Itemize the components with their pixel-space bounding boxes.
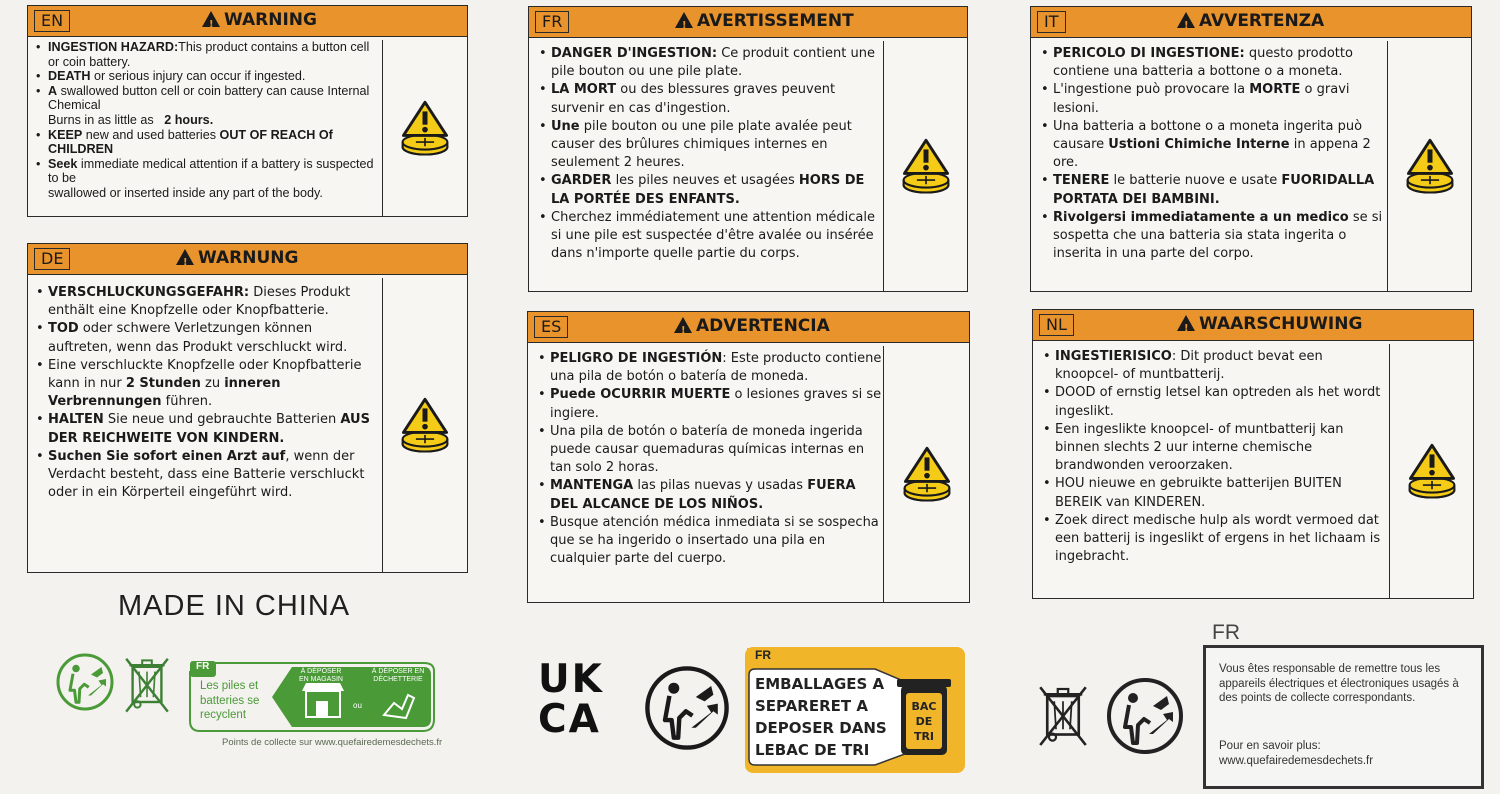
battery-warning-icon — [1401, 134, 1459, 198]
warning-item: • VERSCHLUCKUNGSGEFAHR: Dieses Produkt enthält eine Knopfzelle oder Knopfbatterie. — [34, 284, 380, 320]
language-code: IT — [1037, 11, 1066, 33]
warning-icon — [674, 317, 692, 333]
warning-item: • HALTEN Sie neue und gebrauchte Batterien AUS DER REICHWEITE VON KINDERN. — [34, 411, 380, 447]
warning-item: • A swallowed button cell or coin battery can cause Internal Chemical Burns in as little as 2 hours. — [34, 84, 379, 128]
warning-icon — [1177, 12, 1195, 28]
ukca-line1: UK — [538, 657, 604, 702]
weee-text: Vous êtes responsable de remettre tous les appareils électriques et électroniques usagés à des points de collecte correspondants. — [1219, 663, 1459, 704]
warning-item: • PELIGRO DE INGESTIÓN: Este producto contiene una pila de botón o batería de moneda. — [536, 350, 882, 386]
warning-panel-en — [27, 5, 468, 217]
made-in-label: MADE IN CHINA — [118, 590, 351, 622]
warning-item: • L'ingestione può provocare la MORTE o gravi lesioni. — [1039, 81, 1383, 117]
warning-item: • DANGER D'INGESTION: Ce produit contient une pile bouton ou une pile plate. — [537, 45, 881, 81]
icon-column — [382, 40, 467, 216]
warning-item: • PERICOLO DI INGESTIONE: questo prodotto contiene una batteria a bottone o a moneta. — [1039, 45, 1383, 81]
weee-info-box — [1203, 645, 1484, 789]
warning-item: • TENERE le batterie nuove e usate FUORIDALLA PORTATA DEI BAMBINI. — [1039, 172, 1383, 208]
warning-panel-nl — [1032, 309, 1474, 599]
warning-item: • HOU nieuwe en gebruikte batterijen BUITEN BEREIK van KINDEREN. — [1041, 475, 1387, 511]
panel-title: ! AVVERTENZA — [1177, 10, 1324, 32]
ukca-mark — [538, 657, 604, 742]
store-label: À DÉPOSER EN MAGASIN — [299, 668, 343, 683]
battery-warning-icon — [1403, 439, 1461, 503]
collection-points-text: Points de collecte sur www.quefairedemesdechets.fr — [222, 737, 443, 748]
warning-item: • LA MORT ou des blessures graves peuvent survenir en cas d'ingestion. — [537, 81, 881, 117]
battery-warning-icon — [898, 442, 956, 506]
website-link: www.quefairedemesdechets.fr — [1219, 754, 1374, 767]
warning-item: • INGESTION HAZARD:This product contains a button cell or coin battery. — [34, 40, 379, 69]
panel-title: ! WAARSCHUWING — [1177, 313, 1362, 335]
fr-label: FR — [1212, 621, 1240, 644]
icon-column — [1387, 41, 1471, 291]
battery-warning-icon — [396, 99, 454, 157]
sorting-info-logo — [743, 645, 968, 775]
sorting-text: EMBALLAGES A SEPARERET A DEPOSER DANS LEBAC DE TRI — [755, 675, 887, 759]
warning-item: • Una pila de botón o batería de moneda ingerida puede causar quemaduras químicas internas en tan solo 2 horas. — [536, 423, 882, 478]
warning-item: • Suchen Sie sofort einen Arzt auf, wenn der Verdacht besteht, dass eine Batterie verschluckt oder in ein Körperteil eingeführt wird. — [34, 448, 380, 503]
warning-item: • DOOD of ernstig letsel kan optreden als het wordt ingeslikt. — [1041, 384, 1387, 420]
language-code: DE — [34, 248, 70, 270]
dechetterie-label: À DÉPOSER EN DÉCHETTERIE — [371, 668, 425, 683]
triman-icon — [1105, 676, 1185, 756]
triman-icon — [643, 664, 731, 752]
battery-warning-icon — [897, 134, 955, 198]
warning-icon — [176, 249, 194, 265]
ukca-line2: CA — [538, 697, 601, 742]
crossed-bin-icon — [1030, 682, 1096, 752]
warning-item: • KEEP new and used batteries OUT OF REACH Of CHILDREN — [34, 128, 379, 157]
warning-item: • Puede OCURRIR MUERTE o lesiones graves si se ingiere. — [536, 386, 882, 422]
warning-icon — [1177, 315, 1195, 331]
recycle-text: Les piles et batteries se recyclent — [200, 680, 260, 721]
icon-column — [382, 278, 467, 572]
or-label: ou — [353, 701, 362, 710]
warning-item: • Une pile bouton ou une pile plate avalée peut causer des brûlures chimiques internes en seulement 2 heures. — [537, 118, 881, 173]
crossed-bin-icon — [122, 654, 172, 718]
language-code: ES — [534, 316, 568, 338]
panel-title: ! WARNUNG — [176, 247, 298, 269]
warning-item: • GARDER les piles neuves et usagées HORS DE LA PORTÉE DES ENFANTS. — [537, 172, 881, 208]
fr-tag: FR — [755, 648, 771, 662]
warning-item: • Rivolgersi immediatamente a un medico se si sospetta che una batteria sia stata ingerita o inserita in una parte del corpo. — [1039, 209, 1383, 264]
battery-recycling-logo — [188, 661, 436, 736]
warning-item: • Zoek direct medische hulp als wordt vermoed dat een batterij is ingeslikt of ergens in het lichaam is ingebracht. — [1041, 512, 1387, 567]
warning-item: • Una batteria a bottone o a moneta ingerita può causare Ustioni Chimiche Interne in appena 2 ore. — [1039, 118, 1383, 173]
icon-column — [883, 346, 969, 602]
warning-panel-es — [527, 311, 970, 603]
icon-column — [883, 41, 967, 291]
icon-column — [1389, 344, 1473, 598]
warning-item: • Een ingeslikte knoopcel- of muntbatterij kan binnen slechts 2 uur interne chemische brandwonden veroorzaken. — [1041, 421, 1387, 476]
recycle-person-icon — [55, 652, 115, 712]
warning-item: • TOD oder schwere Verletzungen können auftreten, wenn das Produkt verschluckt wird. — [34, 320, 380, 356]
warning-icon — [202, 11, 220, 27]
language-code: NL — [1039, 314, 1074, 336]
weee-more — [1219, 739, 1474, 768]
warning-item: • MANTENGA las pilas nuevas y usadas FUERA DEL ALCANCE DE LOS NIÑOS. — [536, 477, 882, 513]
warning-icon — [675, 12, 693, 28]
warning-item: • Eine verschluckte Knopfzelle oder Knopfbatterie kann in nur 2 Stunden zu inneren Verbrennungen führen. — [34, 357, 380, 412]
warning-panel-fr — [528, 6, 968, 292]
bin-label: BAC DE TRI — [911, 700, 937, 743]
panel-title: ! AVERTISSEMENT — [675, 10, 854, 32]
warning-panel-de — [27, 243, 468, 573]
panel-title: ! WARNING — [202, 9, 317, 31]
panel-title: ! ADVERTENCIA — [674, 315, 830, 337]
warning-item: • INGESTIERISICO: Dit product bevat een knoopcel- of muntbatterij. — [1041, 348, 1387, 384]
warning-item: • Busque atención médica inmediata si se sospecha que se ha ingerido o insertado una pila en cualquier parte del cuerpo. — [536, 514, 882, 569]
warning-item: • Seek immediate medical attention if a battery is suspected to be swallowed or inserted inside any part of the body. — [34, 157, 379, 201]
battery-warning-icon — [396, 393, 454, 457]
warning-item: • Cherchez immédiatement une attention médicale si une pile est suspectée d'être avalée ou insérée dans n'importe quelle partie du corps. — [537, 209, 881, 264]
fr-tag: FR — [196, 661, 210, 672]
language-code: FR — [535, 11, 569, 33]
warning-item: • DEATH or serious injury can occur if ingested. — [34, 69, 379, 84]
warning-panel-it — [1030, 6, 1472, 292]
more-info-label: Pour en savoir plus: — [1219, 740, 1321, 752]
language-code: EN — [34, 10, 70, 32]
